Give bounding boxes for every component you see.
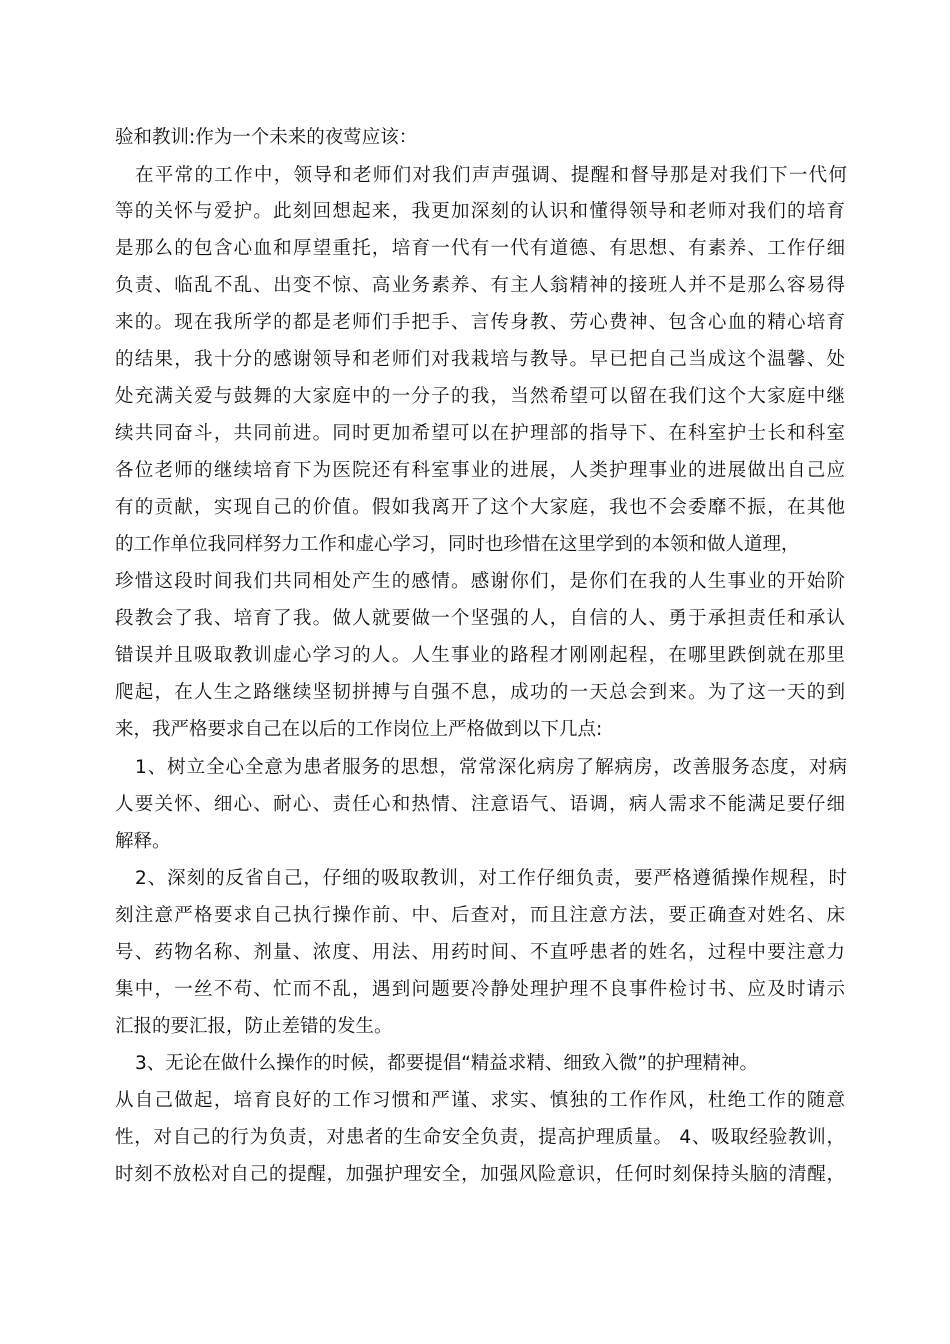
text-line: 续共同奋斗，共同前进。同时更加希望可以在护理部的指导下、在科室护士长和科室 (115, 423, 845, 444)
text-line: 珍惜这段时间我们共同相处产生的感情。感谢你们，是你们在我的人生事业的开始阶 (115, 571, 845, 592)
text-line: 解释。 (115, 831, 171, 852)
text-line: 时刻不放松对自己的提醒，加强护理安全，加强风险意识，任何时刻保持头脑的清醒， (115, 1164, 845, 1185)
text-line: 来，我严格要求自己在以后的工作岗位上严格做到以下几点: (115, 719, 603, 740)
text-line: 的结果，我十分的感谢领导和老师们对我栽培与教导。早已把自己当成这个温馨、处 (115, 349, 845, 370)
text-line: 2、深刻的反省自己，仔细的吸取教训，对工作仔细负责，要严格遵循操作规程，时 (135, 868, 847, 889)
text-line: 段教会了我、培育了我。做人就要做一个坚强的人，自信的人、勇于承担责任和承认 (115, 608, 845, 629)
text-line: 3、无论在做什么操作的时候，都要提倡“精益求精、细致入微”的护理精神。 (135, 1053, 758, 1074)
text-line: 来的。现在我所学的都是老师们手把手、言传身教、劳心费神、包含心血的精心培育 (115, 312, 845, 333)
text-line: 有的贡献，实现自己的价值。假如我离开了这个大家庭，我也不会委靡不振，在其他 (115, 497, 845, 518)
text-line: 各位老师的继续培育下为医院还有科室事业的进展，人类护理事业的进展做出自己应 (115, 460, 845, 481)
text-line: 等的关怀与爱护。此刻回想起来，我更加深刻的认识和懂得领导和老师对我们的培育 (115, 201, 845, 222)
text-line: 的工作单位我同样努力工作和虚心学习，同时也珍惜在这里学到的本领和做人道理， (115, 534, 800, 555)
text-line: 人要关怀、细心、耐心、责任心和热情、注意语气、语调，病人需求不能满足要仔细 (115, 794, 845, 815)
text-line: 爬起，在人生之路继续坚韧拼搏与自强不息，成功的一天总会到来。为了这一天的到 (115, 682, 845, 703)
text-line: 刻注意严格要求自己执行操作前、中、后查对，而且注意方法，要正确查对姓名、床 (115, 905, 845, 926)
text-line: 性，对自己的行为负责，对患者的生命安全负责，提高护理质量。 4、吸取经验教训， (115, 1127, 845, 1148)
text-line: 是那么的包含心血和厚望重托，培育一代有一代有道德、有思想、有素养、工作仔细 (115, 238, 845, 259)
text-line: 错误并且吸取教训虚心学习的人。人生事业的路程才刚刚起程，在哪里跌倒就在那里 (115, 645, 845, 666)
text-line: 1、树立全心全意为患者服务的思想，常常深化病房了解病房，改善服务态度，对病 (135, 757, 847, 778)
text-line: 从自己做起，培育良好的工作习惯和严谨、求实、慎独的工作作风，杜绝工作的随意 (115, 1090, 845, 1111)
text-line: 汇报的要汇报，防止差错的发生。 (115, 1016, 393, 1037)
text-line: 在平常的工作中，领导和老师们对我们声声强调、提醒和督导那是对我们下一代何 (135, 165, 847, 186)
text-line: 号、药物名称、剂量、浓度、用法、用药时间、不直呼患者的姓名，过程中要注意力 (115, 942, 845, 963)
text-line: 负责、临乱不乱、出变不惊、高业务素养、有主人翁精神的接班人并不是那么容易得 (115, 275, 845, 296)
text-line: 集中，一丝不苟、忙而不乱，遇到问题要冷静处理护理不良事件检讨书、应及时请示 (115, 979, 845, 1000)
text-line: 验和教训:作为一个未来的夜莺应该： (115, 127, 418, 148)
text-line: 处充满关爱与鼓舞的大家庭中的一分子的我，当然希望可以留在我们这个大家庭中继 (115, 386, 845, 407)
